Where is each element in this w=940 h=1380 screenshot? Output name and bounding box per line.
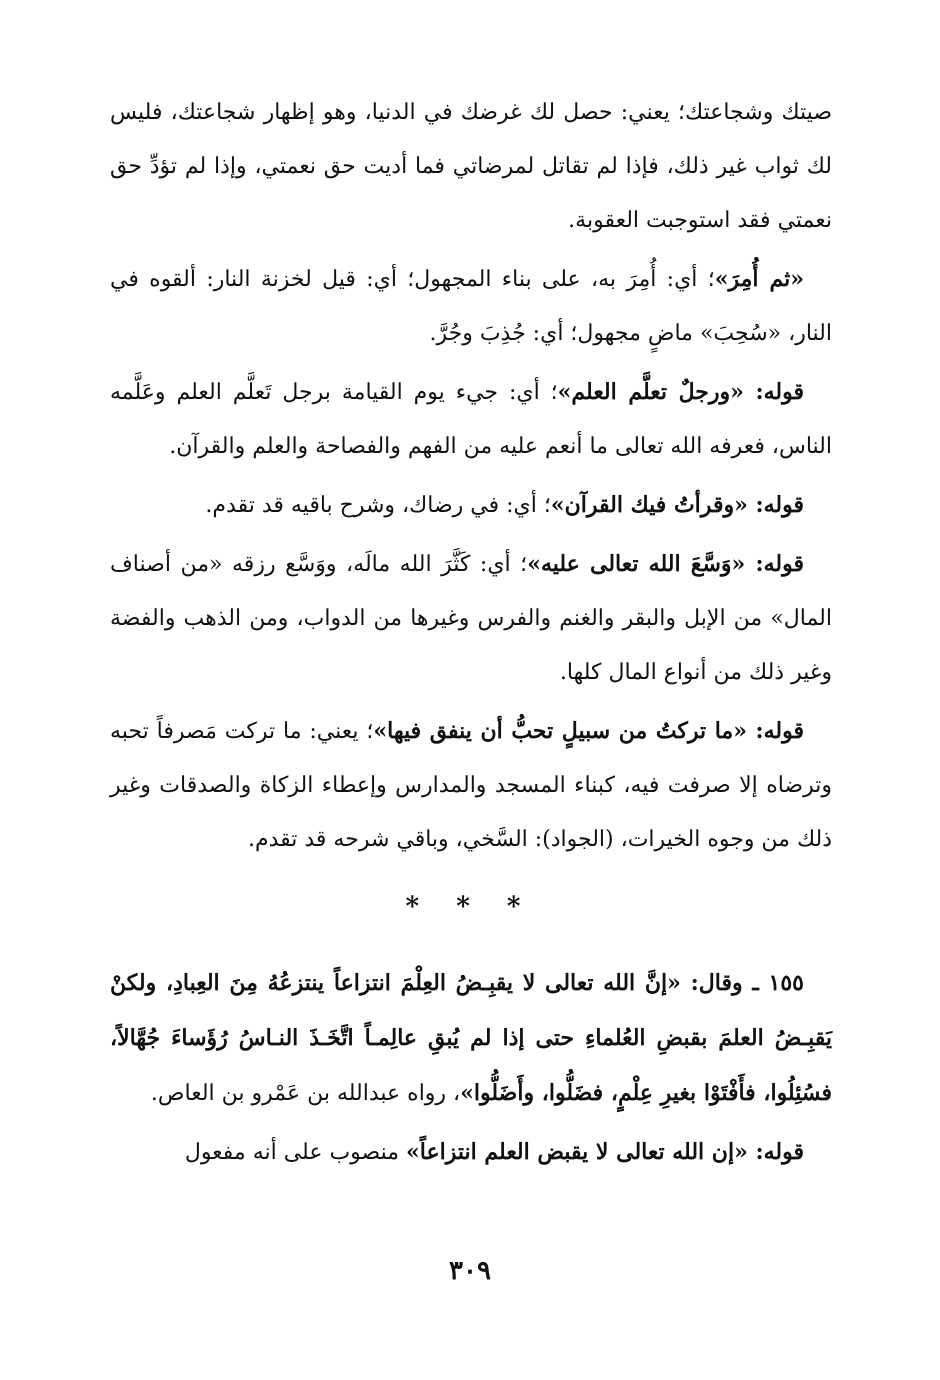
- paragraph-recited-quran: [110, 478, 832, 533]
- paragraph-path-spent: [110, 704, 832, 867]
- paragraph-expanded-provision: [110, 537, 832, 700]
- hadith-155: [110, 956, 832, 1121]
- hadith-narrator: ، رواه عبدالله بن عَمْرو بن العاص.: [150, 1081, 461, 1106]
- paragraph-hadith-commentary: [110, 1125, 832, 1180]
- paragraph-text: ؛ يعني: ما تركت مَصرفاً تحبه وترضاه إلا صرفت فيه، كبناء المسجد والمدارس وإعطاء الزكاة والصدقات وغير ذلك من وجوه الخيرات، (الجواد): السَّخي، وباقي شرحه قد تقدم.: [110, 719, 832, 852]
- paragraph-man-learned-knowledge: [110, 365, 832, 474]
- paragraph-text: صيتك وشجاعتك؛ يعني: حصل لك غرضك في الدنيا، وهو إظهار شجاعتك، فليس لك ثواب غير ذلك، فإذا لم تقاتل لمرضاتي فما أديت حق نعمتي، وإذا لم تؤدِّ حق نعمتي فقد استوجبت العقوبة.: [110, 100, 832, 233]
- paragraph-text: ؛ أي: في رضاك، وشرح باقيه قد تقدم.: [205, 493, 551, 518]
- quoted-phrase: قوله: «وقرأتُ فيك القرآن»: [550, 492, 804, 518]
- paragraph-text: ؛ أي: جيء يوم القيامة برجل تَعلَّم العلم وعَلَّمه الناس، فعرفه الله تعالى ما أنعم عليه من الفهم والفصاحة والعلم والقرآن.: [110, 380, 832, 459]
- paragraph-then-ordered: [110, 252, 832, 361]
- commentary-section: [110, 86, 832, 871]
- quoted-phrase: «ثم أُمِرَ»: [714, 266, 804, 292]
- hadith-text: ١٥٥ ـ وقال: «إنَّ الله تعالى لا يقبِـضُ العِلْمَ انتزاعاً ينتزعُهُ مِنَ العِبادِ، ولكنْ يَقبِـضُ العلمَ بقبضِ العُلماءِ حتى إذا لم يُبقِ عالِمـاً اتَّخَـذَ النـاسُ رُؤَساءَ جُهَّالاً، فسُئِلُوا، فأَفْتَوْا بغيرِ عِلْمٍ، فضَلُّوا، وأَضَلُّوا»: [110, 970, 832, 1106]
- paragraph-text: منصوب على أنه مفعول: [184, 1140, 407, 1165]
- hadith-section: [110, 956, 832, 1184]
- paragraph-text: ؛ أي: أُمِرَ به، على بناء المجهول؛ أي: قيل لخزنة النار: ألقوه في النار، «سُحِبَ» ماضٍ مجهول؛ أي: جُذِبَ وجُرَّ.: [110, 267, 832, 346]
- quoted-phrase: قوله: «ما تركتُ من سبيلٍ تحبُّ أن ينفق فيها»: [373, 718, 805, 744]
- paragraph-reward-of-courage: [110, 86, 832, 248]
- quoted-phrase: قوله: «ورجلٌ تعلَّم العلم»: [557, 379, 804, 405]
- section-separator: * * *: [405, 892, 535, 922]
- paragraph-text: ؛ أي: كَثَّرَ الله مالَه، ووَسَّع رزقه «من أصناف المال» من الإبل والبقر والغنم والفرس وغيرها من الدواب، ومن الذهب والفضة وغير ذلك من أنواع المال كلها.: [110, 552, 832, 685]
- quoted-phrase: قوله: «إن الله تعالى لا يقبض العلم انتزاعاً»: [406, 1139, 804, 1165]
- quoted-phrase: قوله: «وَسَّعَ الله تعالى عليه»: [527, 551, 805, 577]
- page-number: ٣٠٩: [449, 1256, 491, 1286]
